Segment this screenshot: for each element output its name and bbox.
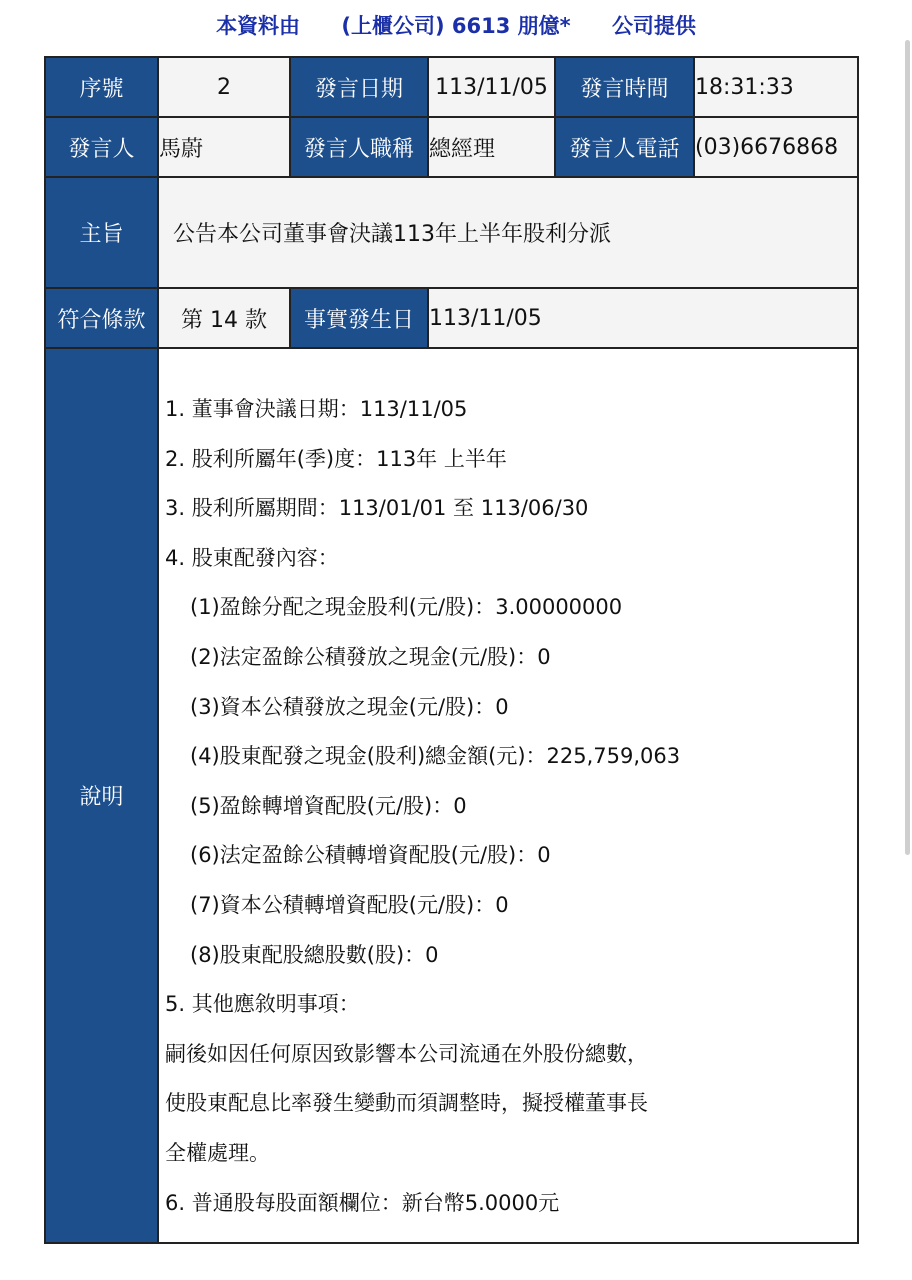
table-row	[45, 57, 858, 117]
description-line: 1. 董事會決議日期：113/11/05	[165, 397, 468, 421]
time-value: 18:31:33	[694, 57, 858, 117]
description-line: (3)資本公積發放之現金(元/股)：0	[190, 694, 509, 719]
event-date-value: 113/11/05	[428, 288, 858, 348]
description-line: 3. 股利所屬期間：113/01/01 至 113/06/30	[165, 496, 589, 521]
header-company: (上櫃公司) 6613 朋億*	[341, 14, 571, 38]
description-line: (4)股東配發之現金(股利)總金額(元)：225,759,063	[190, 744, 681, 769]
time-label: 發言時間	[555, 57, 694, 117]
description-line: 6. 普通股每股面額欄位：新台幣5.0000元	[165, 1190, 560, 1215]
page-header	[0, 8, 912, 44]
speaker-label: 發言人	[45, 117, 158, 177]
table-row	[45, 348, 858, 1243]
description-line: (5)盈餘轉增資配股(元/股)：0	[190, 793, 467, 818]
table-row	[45, 177, 858, 288]
subject-label: 主旨	[45, 177, 158, 288]
header-suffix: 公司提供	[611, 14, 696, 38]
date-label: 發言日期	[290, 57, 428, 117]
table-row	[45, 117, 858, 177]
description-line: (8)股東配股總股數(股)：0	[190, 942, 439, 967]
clause-value: 第 14 款	[158, 288, 290, 348]
table-row	[45, 288, 858, 348]
description-line: 2. 股利所屬年(季)度：113年 上半年	[165, 446, 507, 471]
description-line: 5. 其他應敘明事項：	[165, 992, 360, 1017]
description-line: (1)盈餘分配之現金股利(元/股)：3.00000000	[190, 595, 623, 620]
speaker-title-value: 總經理	[428, 117, 555, 177]
event-date-label: 事實發生日	[290, 288, 428, 348]
speaker-title-label: 發言人職稱	[290, 117, 428, 177]
description-line: (6)法定盈餘公積轉增資配股(元/股)：0	[190, 843, 551, 868]
description-line: 4. 股東配發內容：	[165, 545, 339, 570]
announcement-table	[44, 56, 859, 1244]
phone-value: (03)6676868	[694, 117, 858, 177]
seq-value: 2	[158, 57, 290, 117]
description-line: (7)資本公積轉增資配股(元/股)：0	[190, 892, 509, 917]
description-label: 說明	[45, 348, 158, 1243]
speaker-value: 馬蔚	[158, 117, 290, 177]
date-value: 113/11/05	[428, 57, 555, 117]
description-line: (2)法定盈餘公積發放之現金(元/股)：0	[190, 644, 551, 669]
clause-label: 符合條款	[45, 288, 158, 348]
phone-label: 發言人電話	[555, 117, 694, 177]
description-line: 全權處理。	[165, 1140, 270, 1165]
description-line: 使股東配息比率發生變動而須調整時，擬授權董事長	[165, 1091, 648, 1116]
header-prefix: 本資料由	[216, 14, 301, 38]
seq-label: 序號	[45, 57, 158, 117]
description-line: 嗣後如因任何原因致影響本公司流通在外股份總數，	[165, 1041, 648, 1066]
subject-value: 公告本公司董事會決議113年上半年股利分派	[158, 177, 858, 288]
description-list	[165, 385, 857, 1228]
scrollbar[interactable]	[905, 40, 910, 855]
description-cell	[158, 348, 858, 1243]
